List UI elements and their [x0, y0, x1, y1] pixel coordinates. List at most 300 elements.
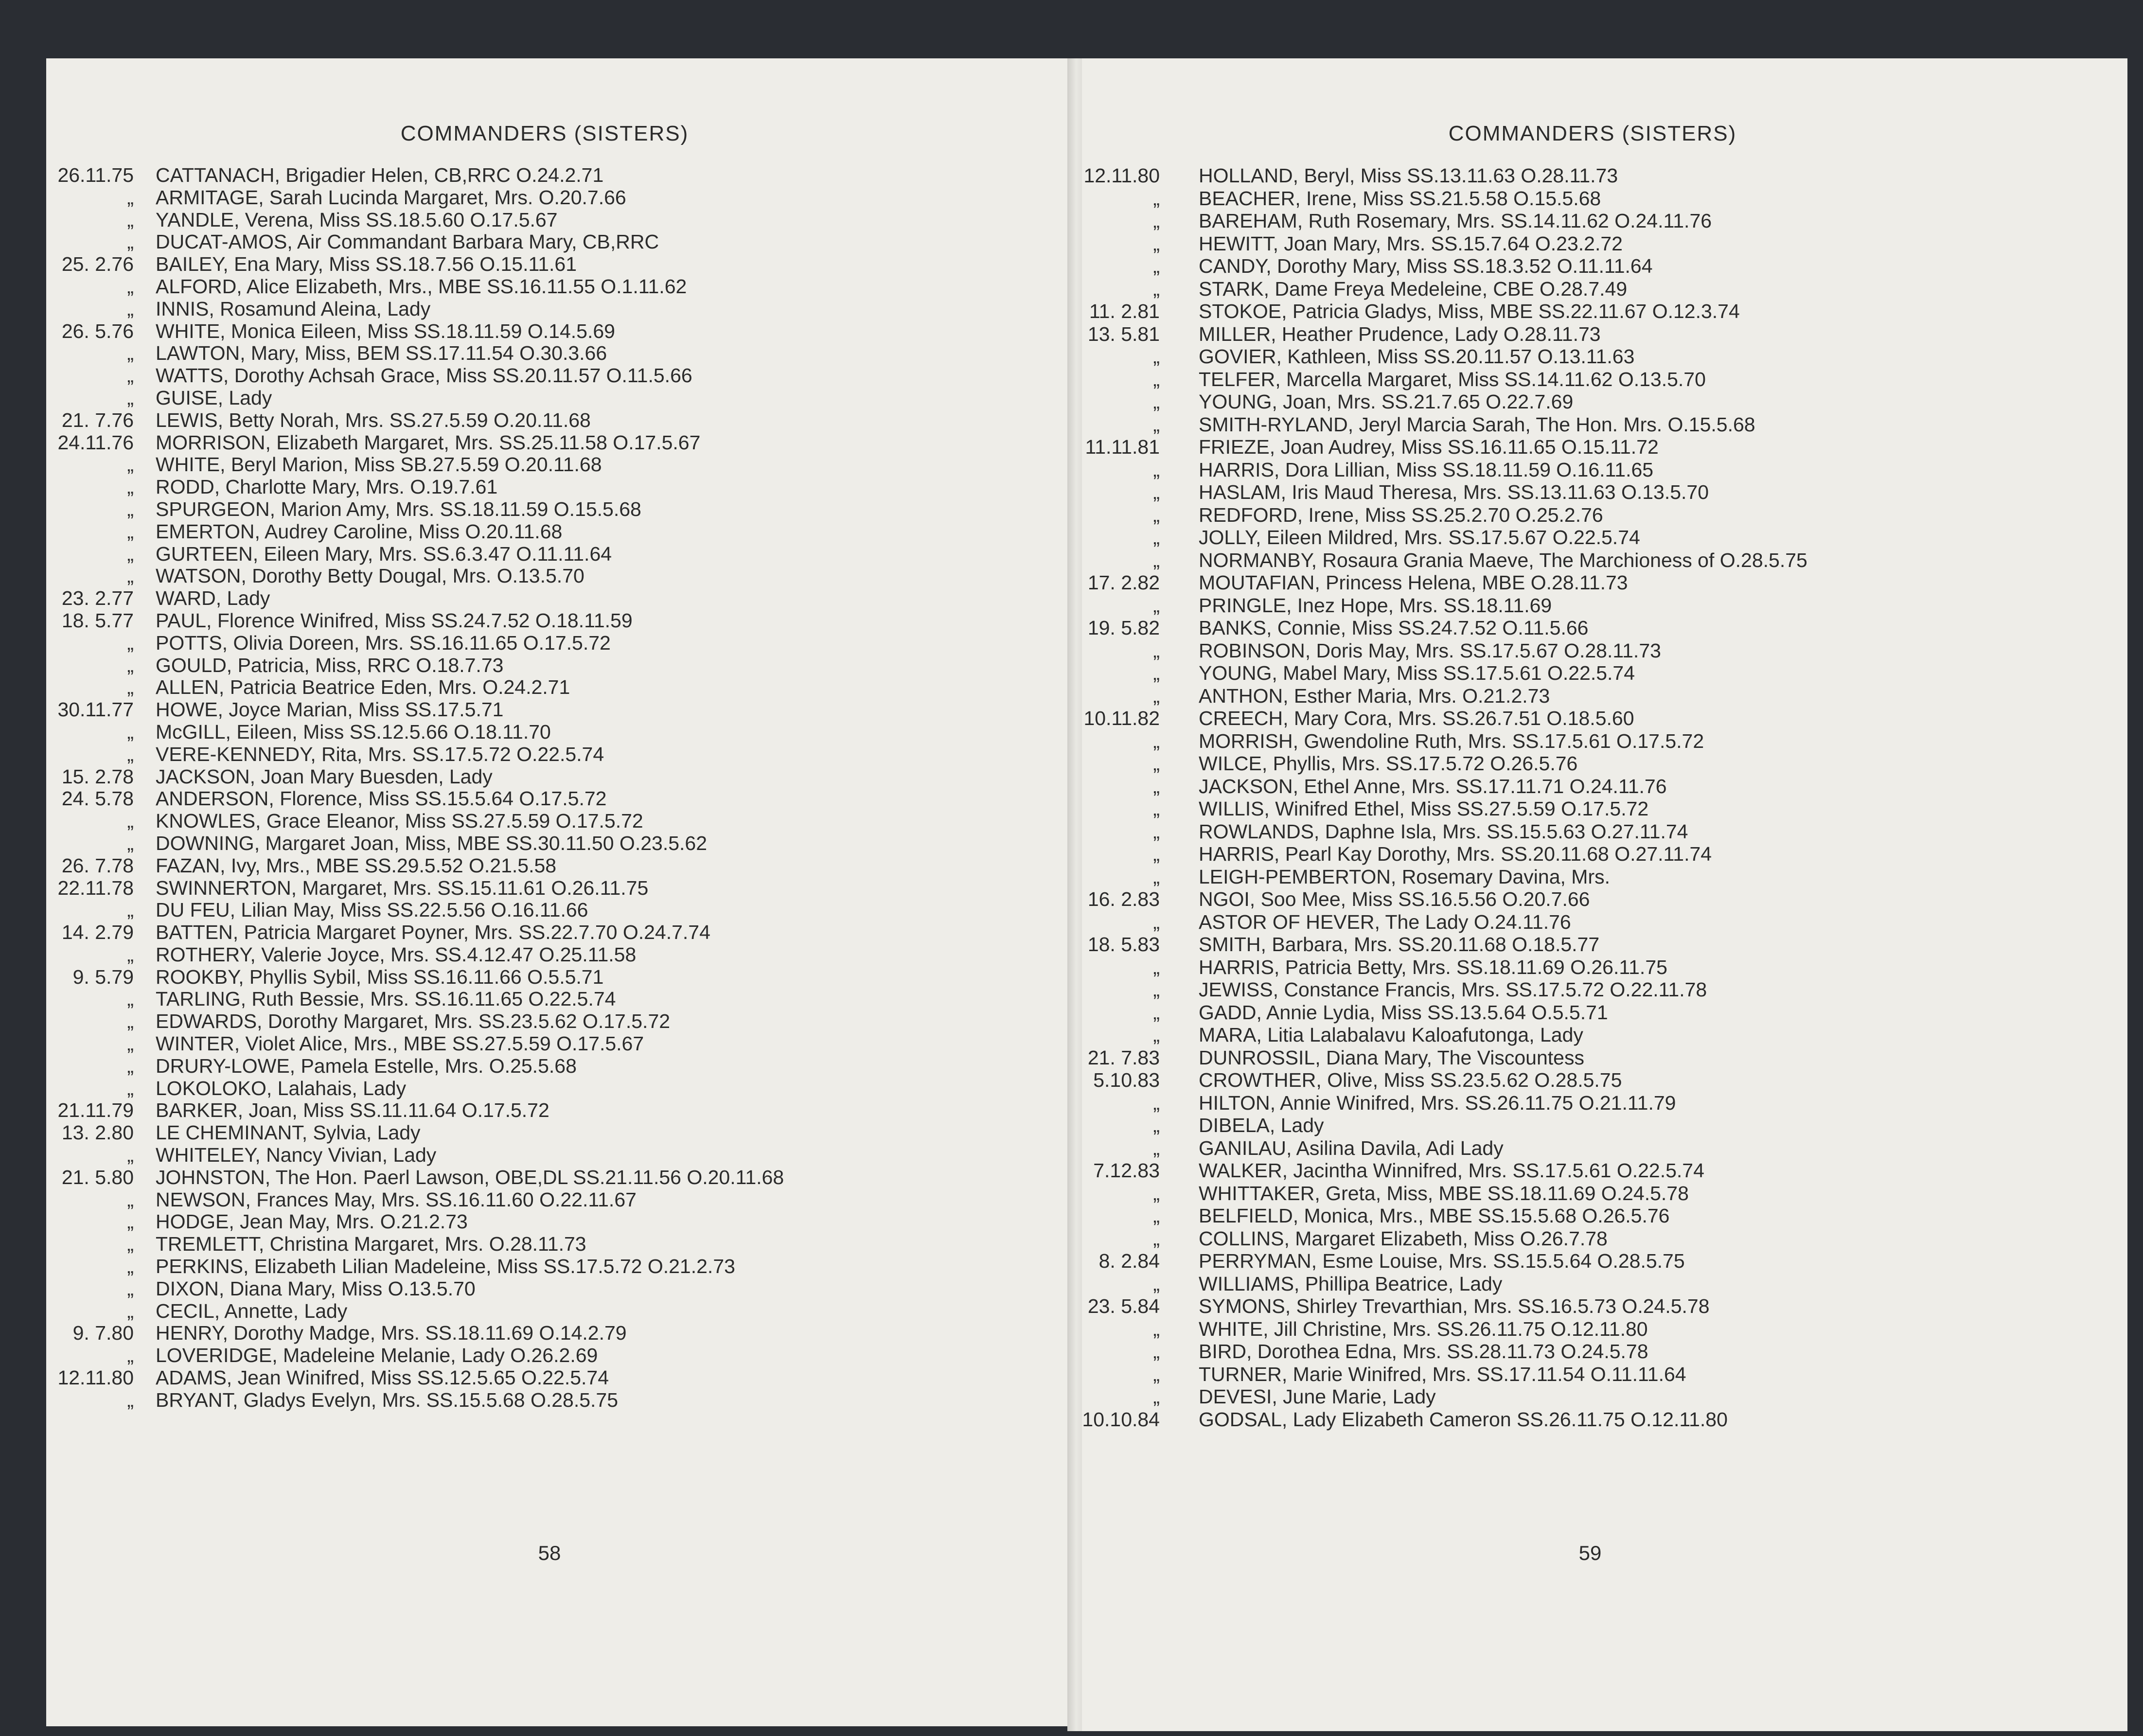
list-item	[46, 1010, 1072, 1033]
entry-name: LOVERIDGE, Madeleine Melanie, Lady O.26.2.69	[156, 1344, 598, 1367]
entry-date: „	[1153, 345, 1160, 368]
list-item	[1082, 662, 2127, 685]
list-item	[1082, 866, 2127, 888]
entry-name: VERE-KENNEDY, Rita, Mrs. SS.17.5.72 O.22.5.74	[156, 743, 604, 765]
list-item	[46, 454, 1072, 476]
list-item	[46, 1211, 1072, 1233]
entry-name: YANDLE, Verena, Miss SS.18.5.60 O.17.5.67	[156, 208, 558, 231]
entry-name: JOHNSTON, The Hon. Paerl Lawson, OBE,DL SS.21.11.56 O.20.11.68	[156, 1166, 784, 1188]
list-item	[46, 1078, 1072, 1100]
entry-name: HEWITT, Joan Mary, Mrs. SS.15.7.64 O.23.2.72	[1199, 232, 1623, 255]
entry-date: „	[1153, 1001, 1160, 1024]
entry-date: „	[127, 1277, 134, 1300]
entry-date: „	[127, 342, 134, 365]
entry-name: EDWARDS, Dorothy Margaret, Mrs. SS.23.5.62 O.17.5.72	[156, 1010, 671, 1033]
entry-date: „	[127, 542, 134, 565]
list-item	[46, 632, 1072, 655]
list-item	[1082, 752, 2127, 775]
entry-name: DU FEU, Lilian May, Miss SS.22.5.56 O.16.11.66	[156, 899, 588, 921]
list-item	[46, 320, 1072, 343]
entry-date: 12.11.80	[1083, 164, 1160, 187]
list-item	[1082, 323, 2127, 346]
list-item	[1082, 888, 2127, 911]
list-item	[46, 966, 1072, 989]
list-item	[46, 1233, 1072, 1256]
entry-name: MARA, Litia Lalabalavu Kaloafutonga, Lady	[1199, 1024, 1583, 1046]
entry-date: „	[127, 899, 134, 921]
entry-name: GODSAL, Lady Elizabeth Cameron SS.26.11.75 O.12.11.80	[1199, 1408, 1728, 1431]
entry-name: WALKER, Jacintha Winnifred, Mrs. SS.17.5.61 O.22.5.74	[1199, 1159, 1704, 1182]
entry-name: REDFORD, Irene, Miss SS.25.2.70 O.25.2.76	[1199, 503, 1603, 526]
entry-name: BEACHER, Irene, Miss SS.21.5.58 O.15.5.68	[1199, 187, 1601, 210]
entry-date: „	[1153, 639, 1160, 662]
list-item	[1082, 278, 2127, 301]
list-item	[1082, 210, 2127, 232]
list-item	[1082, 368, 2127, 391]
entry-date: „	[1153, 1205, 1160, 1227]
list-item	[1082, 1318, 2127, 1341]
entry-date: 21. 7.83	[1087, 1046, 1160, 1069]
entry-date: 10.11.82	[1083, 707, 1160, 729]
list-item	[1082, 1114, 2127, 1137]
list-item	[46, 1345, 1072, 1367]
entry-name: BARKER, Joan, Miss SS.11.11.64 O.17.5.72	[156, 1099, 549, 1122]
list-item	[46, 1055, 1072, 1078]
entry-date: „	[127, 676, 134, 699]
entry-date: 8. 2.84	[1098, 1250, 1160, 1272]
list-item	[46, 565, 1072, 587]
list-item	[1082, 639, 2127, 662]
list-item	[46, 921, 1072, 944]
list-item	[1082, 1205, 2127, 1227]
entry-name: McGILL, Eileen, Miss SS.12.5.66 O.18.11.70	[156, 720, 551, 743]
entry-name: HASLAM, Iris Maud Theresa, Mrs. SS.13.11.63 O.13.5.70	[1199, 481, 1709, 503]
entry-date: 5.10.83	[1093, 1069, 1160, 1091]
list-item	[1082, 956, 2127, 979]
entry-date: „	[1153, 277, 1160, 300]
entry-name: PAUL, Florence Winifred, Miss SS.24.7.52 O.18.11.59	[156, 609, 633, 632]
list-item	[46, 276, 1072, 298]
entry-date: „	[127, 743, 134, 765]
entry-name: GANILAU, Asilina Davila, Adi Lady	[1199, 1136, 1504, 1159]
entry-date: „	[127, 364, 134, 387]
list-item	[1082, 1273, 2127, 1295]
entry-name: DIBELA, Lady	[1199, 1114, 1324, 1136]
entry-date: „	[1153, 1385, 1160, 1408]
left-page-number: 58	[538, 1541, 561, 1564]
list-item	[46, 1033, 1072, 1055]
entry-date: „	[1153, 820, 1160, 843]
entry-date: „	[127, 720, 134, 743]
list-item	[46, 1144, 1072, 1167]
entry-date: 24.11.76	[57, 431, 134, 454]
entry-date: 18. 5.77	[61, 609, 134, 632]
entry-date: „	[1153, 752, 1160, 775]
list-item	[1082, 413, 2127, 436]
list-item	[1082, 1385, 2127, 1408]
entry-date: „	[127, 1054, 134, 1077]
entry-date: „	[1153, 1227, 1160, 1250]
list-item	[1082, 1069, 2127, 1092]
entry-name: LEWIS, Betty Norah, Mrs. SS.27.5.59 O.20.11.68	[156, 408, 591, 431]
entry-name: GOVIER, Kathleen, Miss SS.20.11.57 O.13.11.63	[1199, 345, 1635, 368]
list-item	[1082, 707, 2127, 730]
entry-name: INNIS, Rosamund Aleina, Lady	[156, 297, 431, 320]
entry-date: „	[127, 565, 134, 587]
list-item	[46, 365, 1072, 387]
entry-name: ROBINSON, Doris May, Mrs. SS.17.5.67 O.28.11.73	[1199, 639, 1661, 662]
entry-name: NGOI, Soo Mee, Miss SS.16.5.56 O.20.7.66	[1199, 888, 1590, 910]
entry-name: DEVESI, June Marie, Lady	[1199, 1385, 1436, 1408]
entry-date: 23. 2.77	[61, 587, 134, 610]
entry-name: SYMONS, Shirley Trevarthian, Mrs. SS.16.5.73 O.24.5.78	[1199, 1295, 1710, 1317]
left-page	[46, 58, 1072, 1726]
entry-name: DUCAT-AMOS, Air Commandant Barbara Mary, CB,RRC	[156, 230, 659, 253]
entry-date: „	[127, 208, 134, 231]
entry-name: CROWTHER, Olive, Miss SS.23.5.62 O.28.5.75	[1199, 1069, 1622, 1091]
entry-name: HARRIS, Patricia Betty, Mrs. SS.18.11.69 O.26.11.75	[1199, 956, 1667, 978]
list-item	[46, 209, 1072, 231]
entry-date: „	[127, 1077, 134, 1099]
entry-date: 26. 5.76	[61, 319, 134, 342]
list-item	[1082, 504, 2127, 527]
entry-date: „	[127, 654, 134, 676]
entry-name: BATTEN, Patricia Margaret Poyner, Mrs. SS.22.7.70 O.24.7.74	[156, 921, 710, 944]
entry-name: BRYANT, Gladys Evelyn, Mrs. SS.15.5.68 O.28.5.75	[156, 1388, 619, 1411]
list-item	[46, 587, 1072, 610]
entry-date: „	[1153, 978, 1160, 1001]
entry-name: HOLLAND, Beryl, Miss SS.13.11.63 O.28.11.73	[1199, 164, 1618, 187]
entry-date: 11. 2.81	[1089, 300, 1160, 322]
entry-name: WILCE, Phyllis, Mrs. SS.17.5.72 O.26.5.76	[1199, 752, 1578, 775]
list-item	[1082, 571, 2127, 594]
entry-date: 24. 5.78	[61, 787, 134, 810]
entry-date: „	[127, 810, 134, 833]
list-item	[1082, 1363, 2127, 1386]
entry-date: 12.11.80	[57, 1366, 134, 1389]
list-item	[46, 1122, 1072, 1144]
entry-name: LEIGH-PEMBERTON, Rosemary Davina, Mrs.	[1199, 865, 1611, 888]
entry-name: CREECH, Mary Cora, Mrs. SS.26.7.51 O.18.5.60	[1199, 707, 1634, 729]
entry-date: „	[1153, 413, 1160, 436]
list-item	[46, 855, 1072, 877]
entry-date: 30.11.77	[57, 698, 134, 721]
entry-name: KNOWLES, Grace Eleanor, Miss SS.27.5.59 O.17.5.72	[156, 810, 643, 833]
list-item	[1082, 730, 2127, 753]
entry-name: COLLINS, Margaret Elizabeth, Miss O.26.7.78	[1199, 1227, 1608, 1250]
list-item	[46, 744, 1072, 766]
list-item	[46, 498, 1072, 521]
entry-date: „	[127, 1299, 134, 1322]
entry-name: JOLLY, Eileen Mildred, Mrs. SS.17.5.67 O.22.5.74	[1199, 526, 1640, 549]
entry-name: ADAMS, Jean Winifred, Miss SS.12.5.65 O.22.5.74	[156, 1366, 609, 1389]
entry-date: „	[127, 497, 134, 520]
entry-name: FAZAN, Ivy, Mrs., MBE SS.29.5.52 O.21.5.58	[156, 854, 557, 877]
entry-name: ANTHON, Esther Maria, Mrs. O.21.2.73	[1199, 684, 1550, 707]
entry-date: „	[1153, 255, 1160, 277]
list-item	[1082, 775, 2127, 798]
entry-name: WHITE, Jill Christine, Mrs. SS.26.11.75 O.12.11.80	[1199, 1317, 1648, 1340]
entry-name: LE CHEMINANT, Sylvia, Lady	[156, 1121, 421, 1144]
entry-name: HILTON, Annie Winifred, Mrs. SS.26.11.75 O.21.11.79	[1199, 1091, 1676, 1114]
entry-date: 17. 2.82	[1087, 571, 1160, 594]
entry-name: MORRISON, Elizabeth Margaret, Mrs. SS.25.11.58 O.17.5.67	[156, 431, 701, 454]
entry-date: „	[1153, 526, 1160, 549]
entry-date: „	[127, 1233, 134, 1256]
entry-date: „	[127, 943, 134, 966]
entry-date: „	[127, 1144, 134, 1167]
list-item	[46, 676, 1072, 699]
entry-date: „	[127, 1388, 134, 1411]
list-item	[1082, 1295, 2127, 1318]
entry-name: ASTOR OF HEVER, The Lady O.24.11.76	[1199, 910, 1571, 933]
entry-name: GURTEEN, Eileen Mary, Mrs. SS.6.3.47 O.11.11.64	[156, 542, 612, 565]
list-item	[1082, 1001, 2127, 1024]
entry-name: WHITELEY, Nancy Vivian, Lady	[156, 1144, 437, 1167]
entry-name: HODGE, Jean May, Mrs. O.21.2.73	[156, 1210, 468, 1233]
list-item	[46, 387, 1072, 409]
entry-date: „	[1153, 956, 1160, 978]
entry-date: „	[1153, 594, 1160, 617]
list-item	[1082, 933, 2127, 956]
list-item	[46, 164, 1072, 187]
list-item	[1082, 164, 2127, 187]
entry-date: „	[1153, 368, 1160, 390]
list-item	[1082, 843, 2127, 866]
list-item	[1082, 685, 2127, 708]
entry-name: LAWTON, Mary, Miss, BEM SS.17.11.54 O.30.3.66	[156, 342, 607, 365]
entry-date: „	[127, 1010, 134, 1033]
list-item	[46, 1300, 1072, 1323]
entry-date: „	[1153, 390, 1160, 413]
entry-name: PRINGLE, Inez Hope, Mrs. SS.18.11.69	[1199, 594, 1552, 617]
entry-name: YOUNG, Mabel Mary, Miss SS.17.5.61 O.22.5.74	[1199, 662, 1635, 684]
entry-name: MOUTAFIAN, Princess Helena, MBE O.28.11.73	[1199, 571, 1628, 594]
entry-date: „	[127, 275, 134, 298]
entry-name: SMITH-RYLAND, Jeryl Marcia Sarah, The Hon. Mrs. O.15.5.68	[1199, 413, 1755, 436]
entry-name: ROTHERY, Valerie Joyce, Mrs. SS.4.12.47 O.25.11.58	[156, 943, 637, 966]
right-page	[1082, 58, 2127, 1731]
entry-date: „	[127, 1032, 134, 1055]
entry-date: 26.11.75	[57, 164, 134, 186]
entry-name: BAILEY, Ena Mary, Miss SS.18.7.56 O.15.11.61	[156, 253, 577, 276]
list-item	[1082, 549, 2127, 572]
entry-name: CECIL, Annette, Lady	[156, 1299, 348, 1322]
entry-date: 7.12.83	[1093, 1159, 1160, 1182]
entry-date: „	[1153, 1272, 1160, 1295]
entry-name: WILLIAMS, Phillipa Beatrice, Lady	[1199, 1272, 1503, 1295]
entry-date: „	[1153, 1024, 1160, 1046]
list-item	[46, 655, 1072, 677]
entry-name: DRURY-LOWE, Pamela Estelle, Mrs. O.25.5.68	[156, 1054, 577, 1077]
list-item	[46, 342, 1072, 365]
list-item	[1082, 187, 2127, 210]
entry-name: TELFER, Marcella Margaret, Miss SS.14.11.62 O.13.5.70	[1199, 368, 1706, 390]
entry-date: „	[1153, 684, 1160, 707]
list-item	[1082, 797, 2127, 820]
entry-date: „	[127, 520, 134, 543]
list-item	[1082, 232, 2127, 255]
entry-name: JEWISS, Constance Francis, Mrs. SS.17.5.72 O.22.11.78	[1199, 978, 1707, 1001]
entry-date: „	[1153, 1091, 1160, 1114]
entry-date: 25. 2.76	[61, 253, 134, 276]
list-item	[1082, 1227, 2127, 1250]
list-item	[46, 298, 1072, 320]
entry-date: 13. 2.80	[61, 1121, 134, 1144]
entry-name: GADD, Annie Lydia, Miss SS.13.5.64 O.5.5.71	[1199, 1001, 1608, 1024]
entry-name: RODD, Charlotte Mary, Mrs. O.19.7.61	[156, 476, 498, 498]
entry-date: „	[127, 476, 134, 498]
list-item	[1082, 481, 2127, 504]
left-entry-list	[46, 164, 1072, 1412]
entry-date: „	[1153, 1136, 1160, 1159]
entry-date: 21.11.79	[57, 1099, 134, 1122]
entry-name: CATTANACH, Brigadier Helen, CB,RRC O.24.2.71	[156, 164, 604, 186]
entry-name: ALLEN, Patricia Beatrice Eden, Mrs. O.24.2.71	[156, 676, 570, 699]
list-item	[46, 766, 1072, 788]
entry-date: 21. 5.80	[61, 1166, 134, 1188]
entry-date: „	[1153, 549, 1160, 571]
entry-date: 13. 5.81	[1087, 322, 1160, 345]
entry-name: WATSON, Dorothy Betty Dougal, Mrs. O.13.5.70	[156, 565, 584, 587]
list-item	[1082, 436, 2127, 459]
list-item	[1082, 255, 2127, 278]
list-item	[1082, 1408, 2127, 1431]
list-item	[46, 187, 1072, 209]
entry-date: 9. 7.80	[72, 1322, 134, 1345]
list-item	[1082, 1182, 2127, 1205]
entry-name: ARMITAGE, Sarah Lucinda Margaret, Mrs. O.20.7.66	[156, 186, 626, 209]
list-item	[46, 610, 1072, 632]
list-item	[1082, 1046, 2127, 1069]
entry-name: YOUNG, Joan, Mrs. SS.21.7.65 O.22.7.69	[1199, 390, 1574, 413]
entry-name: CANDY, Dorothy Mary, Miss SS.18.3.52 O.11.11.64	[1199, 255, 1653, 277]
entry-name: SMITH, Barbara, Mrs. SS.20.11.68 O.18.5.77	[1199, 933, 1600, 956]
entry-date: „	[1153, 797, 1160, 820]
entry-date: „	[127, 453, 134, 476]
list-item	[46, 1278, 1072, 1300]
entry-date: „	[127, 1344, 134, 1367]
entry-date: „	[127, 1188, 134, 1211]
list-item	[1082, 1092, 2127, 1115]
entry-name: DUNROSSIL, Diana Mary, The Viscountess	[1199, 1046, 1584, 1069]
entry-date: „	[1153, 232, 1160, 255]
list-item	[46, 1099, 1072, 1122]
entry-name: WHITE, Beryl Marion, Miss SB.27.5.59 O.20.11.68	[156, 453, 602, 476]
entry-date: „	[1153, 1182, 1160, 1205]
entry-name: GOULD, Patricia, Miss, RRC O.18.7.73	[156, 654, 504, 676]
entry-name: JACKSON, Ethel Anne, Mrs. SS.17.11.71 O.24.11.76	[1199, 775, 1667, 797]
entry-name: POTTS, Olivia Doreen, Mrs. SS.16.11.65 O.17.5.72	[156, 631, 611, 654]
entry-name: EMERTON, Audrey Caroline, Miss O.20.11.68	[156, 520, 563, 543]
entry-date: „	[127, 631, 134, 654]
entry-date: 11.11.81	[1085, 436, 1160, 458]
entry-date: „	[127, 186, 134, 209]
entry-date: „	[1153, 910, 1160, 933]
list-item	[46, 833, 1072, 855]
list-item	[1082, 1024, 2127, 1046]
list-item	[1082, 594, 2127, 617]
entry-name: WATTS, Dorothy Achsah Grace, Miss SS.20.11.57 O.11.5.66	[156, 364, 692, 387]
list-item	[1082, 617, 2127, 639]
entry-name: ANDERSON, Florence, Miss SS.15.5.64 O.17.5.72	[156, 787, 607, 810]
list-item	[46, 1167, 1072, 1189]
entry-name: BAREHAM, Ruth Rosemary, Mrs. SS.14.11.62 O.24.11.76	[1199, 210, 1712, 232]
entry-date: „	[127, 1210, 134, 1233]
entry-name: WINTER, Violet Alice, Mrs., MBE SS.27.5.59 O.17.5.67	[156, 1032, 644, 1055]
right-page-heading: COMMANDERS (SISTERS)	[1448, 122, 1737, 145]
list-item	[46, 877, 1072, 900]
entry-name: BANKS, Connie, Miss SS.24.7.52 O.11.5.66	[1199, 617, 1589, 639]
entry-name: MORRISH, Gwendoline Ruth, Mrs. SS.17.5.61 O.17.5.72	[1199, 729, 1704, 752]
entry-date: 15. 2.78	[61, 765, 134, 788]
entry-name: TURNER, Marie Winifred, Mrs. SS.17.11.54 O.11.11.64	[1199, 1363, 1686, 1385]
entry-date: „	[1153, 503, 1160, 526]
entry-date: 9. 5.79	[72, 965, 134, 988]
list-item	[1082, 1340, 2127, 1363]
entry-date: „	[127, 1255, 134, 1278]
list-item	[1082, 526, 2127, 549]
entry-name: SPURGEON, Marion Amy, Mrs. SS.18.11.59 O.15.5.68	[156, 497, 641, 520]
list-item	[46, 409, 1072, 432]
entry-date: 26. 7.78	[61, 854, 134, 877]
entry-date: 10.10.84	[1082, 1408, 1160, 1431]
entry-name: SWINNERTON, Margaret, Mrs. SS.15.11.61 O.26.11.75	[156, 876, 649, 899]
entry-date: 23. 5.84	[1087, 1295, 1160, 1317]
list-item	[1082, 911, 2127, 934]
entry-name: BELFIELD, Monica, Mrs., MBE SS.15.5.68 O.26.5.76	[1199, 1205, 1670, 1227]
entry-name: WILLIS, Winifred Ethel, Miss SS.27.5.59 O.17.5.72	[1199, 797, 1649, 820]
list-item	[1082, 1137, 2127, 1160]
entry-date: 21. 7.76	[61, 408, 134, 431]
list-item	[46, 1256, 1072, 1278]
entry-date: „	[127, 832, 134, 854]
list-item	[1082, 300, 2127, 323]
list-item	[1082, 459, 2127, 481]
list-item	[1082, 345, 2127, 368]
list-item	[46, 988, 1072, 1010]
list-item	[1082, 820, 2127, 843]
entry-name: TARLING, Ruth Bessie, Mrs. SS.16.11.65 O.22.5.74	[156, 988, 616, 1010]
entry-date: 16. 2.83	[1087, 888, 1160, 910]
entry-name: WHITTAKER, Greta, Miss, MBE SS.18.11.69 O.24.5.78	[1199, 1182, 1689, 1205]
list-item	[1082, 1250, 2127, 1273]
entry-date: „	[1153, 1363, 1160, 1385]
entry-date: „	[1153, 458, 1160, 481]
entry-date: „	[1153, 1114, 1160, 1136]
entry-date: „	[1153, 843, 1160, 865]
list-item	[46, 944, 1072, 966]
entry-name: STOKOE, Patricia Gladys, Miss, MBE SS.22.11.67 O.12.3.74	[1199, 300, 1740, 322]
entry-name: HOWE, Joyce Marian, Miss SS.17.5.71	[156, 698, 504, 721]
list-item	[1082, 978, 2127, 1001]
entry-name: DIXON, Diana Mary, Miss O.13.5.70	[156, 1277, 476, 1300]
entry-name: JACKSON, Joan Mary Buesden, Lady	[156, 765, 493, 788]
list-item	[46, 699, 1072, 721]
entry-name: HARRIS, Pearl Kay Dorothy, Mrs. SS.20.11.68 O.27.11.74	[1199, 843, 1712, 865]
list-item	[46, 543, 1072, 566]
entry-name: PERKINS, Elizabeth Lilian Madeleine, Miss SS.17.5.72 O.21.2.73	[156, 1255, 735, 1278]
list-item	[46, 1189, 1072, 1211]
entry-name: ALFORD, Alice Elizabeth, Mrs., MBE SS.16.11.55 O.1.11.62	[156, 275, 687, 298]
list-item	[46, 1322, 1072, 1345]
entry-date: 18. 5.83	[1087, 933, 1160, 956]
list-item	[46, 1367, 1072, 1389]
list-item	[46, 899, 1072, 921]
entry-date: „	[1153, 729, 1160, 752]
right-entry-list	[1082, 164, 2127, 1431]
list-item	[46, 788, 1072, 810]
